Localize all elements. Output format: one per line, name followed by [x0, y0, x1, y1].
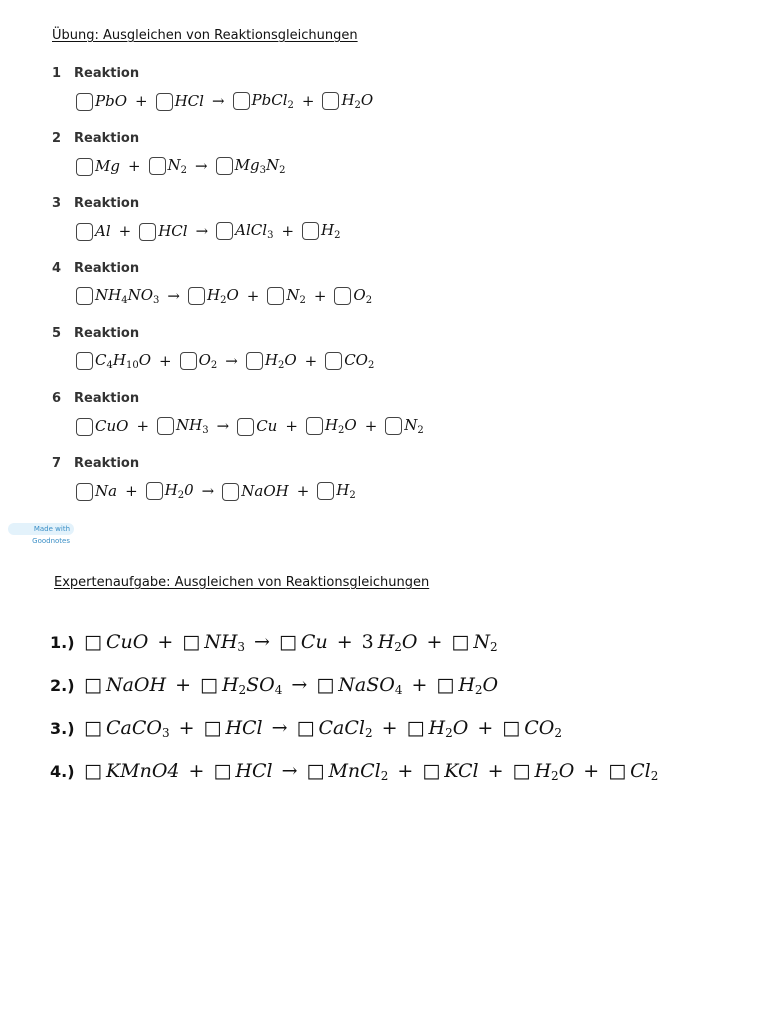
operator: →: [216, 417, 230, 435]
coefficient-box[interactable]: □: [406, 717, 425, 739]
coefficient-box[interactable]: [317, 482, 334, 500]
formula-text: N: [404, 416, 418, 434]
formula-subscript: 10: [125, 360, 139, 371]
formula-text: PbO: [95, 91, 127, 110]
formula-text: CuO: [105, 631, 149, 653]
formula-text: KMnO4: [105, 760, 180, 782]
coefficient-box[interactable]: [246, 352, 263, 370]
formula-text: NaSO: [338, 674, 395, 696]
formula-subscript: 2: [180, 165, 188, 176]
formula-text: NO: [127, 286, 154, 304]
formula-subscript: 2: [394, 640, 402, 654]
operator: +: [381, 717, 398, 739]
equation-term: [436, 674, 498, 696]
formula-subscript: 2: [490, 640, 498, 654]
equation-term: [156, 92, 204, 111]
expert-number: 4.): [50, 762, 75, 781]
coefficient-box[interactable]: [180, 352, 197, 370]
equation-term: [306, 416, 357, 436]
operator: +: [135, 92, 148, 110]
operator: +: [296, 482, 310, 500]
expert-equation: [50, 631, 498, 654]
equation-term: [216, 221, 273, 241]
equation-term: [216, 156, 286, 176]
coefficient-box[interactable]: [302, 222, 319, 240]
coefficient: 3: [361, 631, 374, 653]
formula-text: N: [265, 156, 280, 174]
operator: +: [175, 674, 191, 696]
coefficient-box[interactable]: □: [451, 631, 470, 653]
equation-term: [76, 351, 151, 371]
formula-subscript: 3: [259, 165, 266, 176]
operator: +: [281, 222, 295, 240]
reaction-heading: [52, 196, 139, 211]
formula-text: NH: [204, 631, 238, 653]
equation-term: [334, 286, 372, 306]
formula-text: HCl: [174, 91, 204, 110]
operator: +: [313, 287, 327, 305]
formula-text: H: [324, 416, 338, 434]
reaction-number: 1: [52, 66, 62, 81]
formula-text: H: [336, 481, 350, 499]
equation-term: [307, 760, 389, 782]
equation-term: [76, 157, 120, 176]
formula-subscript: 3: [237, 640, 246, 654]
formula-subscript: 4: [106, 360, 113, 371]
coefficient-box[interactable]: [149, 157, 166, 175]
coefficient-box[interactable]: [76, 158, 93, 176]
expert-equation: [50, 760, 658, 783]
formula-text: H: [112, 351, 126, 369]
formula-text: CaCl: [318, 717, 365, 739]
formula-subscript: 2: [220, 295, 227, 306]
operator: +: [246, 287, 260, 305]
equation-term: [297, 717, 373, 739]
formula-text: NH: [176, 416, 203, 434]
reaction-equation: [76, 91, 373, 111]
coefficient-box[interactable]: [76, 418, 93, 436]
formula-subscript: 2: [474, 683, 483, 697]
equation-term: [76, 482, 117, 501]
operator: →: [201, 482, 215, 500]
coefficient-box[interactable]: □: [84, 674, 102, 696]
coefficient-box[interactable]: [157, 417, 174, 435]
expert-formula: [84, 631, 498, 654]
coefficient-box[interactable]: [322, 92, 339, 110]
equation-term: [213, 760, 272, 782]
equation-term: [317, 481, 355, 501]
equation-term: [513, 760, 575, 782]
expert-number: 2.): [50, 676, 75, 695]
formula-text: HCl: [235, 760, 273, 782]
operator: →: [281, 760, 298, 782]
reaction-equation: [76, 416, 424, 436]
equation-term: [325, 351, 374, 371]
coefficient-box[interactable]: □: [306, 760, 325, 782]
expert-equation: [50, 674, 498, 697]
operator: →: [211, 92, 225, 110]
formula-text: C: [95, 351, 107, 369]
expert-formula: [84, 760, 658, 783]
coefficient-box[interactable]: [139, 223, 156, 241]
equation-term: [502, 717, 562, 739]
formula-subscript: 2: [554, 726, 562, 740]
formula-text: H: [458, 674, 475, 696]
coefficient-box[interactable]: □: [436, 674, 455, 696]
operator: +: [285, 417, 298, 435]
coefficient-box[interactable]: [233, 92, 250, 110]
operator: →: [254, 631, 270, 653]
formula-text: Cu: [300, 631, 328, 653]
coefficient-box[interactable]: □: [182, 631, 201, 653]
formula-text: CO: [344, 351, 368, 369]
coefficient-box[interactable]: [267, 287, 284, 305]
equation-term: [407, 717, 469, 739]
equation-term: [322, 91, 373, 111]
operator: +: [477, 717, 494, 739]
formula-text: O: [482, 674, 499, 696]
operator: →: [271, 717, 288, 739]
reaction-heading: [52, 391, 139, 406]
formula-subscript: 3: [202, 425, 209, 436]
expert-formula: [84, 717, 562, 740]
formula-text: KCl: [444, 760, 479, 782]
operator: +: [301, 92, 315, 110]
coefficient-box[interactable]: [188, 287, 205, 305]
formula-text: O: [138, 351, 151, 369]
coefficient-box[interactable]: □: [278, 631, 297, 653]
expert-formula: [84, 674, 498, 697]
coefficient-box[interactable]: [306, 417, 323, 435]
equation-term: [385, 416, 424, 436]
formula-text: O: [344, 416, 357, 434]
formula-subscript: 2: [367, 360, 375, 371]
operator: +: [125, 482, 138, 500]
formula-text: H: [164, 481, 178, 499]
formula-text: O: [558, 760, 575, 782]
reaction-label: Reaktion: [74, 456, 140, 471]
reaction-label: Reaktion: [74, 66, 140, 81]
reaction-equation: [76, 481, 356, 501]
reaction-heading: [52, 456, 139, 471]
formula-text: Al: [95, 221, 111, 240]
formula-text: NaOH: [241, 481, 289, 500]
formula-text: H: [428, 717, 446, 739]
coefficient-box[interactable]: [76, 93, 93, 111]
coefficient-box[interactable]: [76, 223, 93, 241]
coefficient-box[interactable]: [156, 93, 173, 111]
equation-term: [362, 631, 418, 653]
coefficient-box[interactable]: □: [296, 717, 315, 739]
coefficient-box[interactable]: [334, 287, 351, 305]
formula-subscript: 2: [210, 360, 218, 371]
formula-subscript: 2: [338, 425, 345, 436]
coefficient-box[interactable]: [146, 482, 163, 500]
equation-term: [246, 351, 297, 371]
operator: +: [178, 717, 195, 739]
equation-term: [139, 222, 187, 241]
formula-text: O: [360, 91, 374, 109]
formula-text: Na: [95, 481, 118, 500]
coefficient-box[interactable]: [385, 417, 402, 435]
operator: →: [225, 352, 238, 370]
equation-term: [204, 717, 263, 739]
equation-term: [182, 631, 245, 653]
operator: +: [487, 760, 504, 782]
formula-subscript: 4: [121, 295, 128, 306]
coefficient-box[interactable]: [76, 352, 93, 370]
expert-number: 3.): [50, 719, 75, 738]
formula-text: O: [452, 717, 469, 739]
operator: +: [364, 417, 378, 435]
reaction-label: Reaktion: [74, 391, 140, 406]
formula-text: Cu: [256, 416, 278, 435]
formula-subscript: 2: [287, 100, 294, 111]
operator: →: [195, 222, 209, 240]
equation-term: [422, 760, 478, 782]
formula-subscript: 2: [445, 726, 453, 740]
formula-text: CO: [524, 717, 555, 739]
coefficient-box[interactable]: □: [422, 760, 441, 782]
reaction-number: 6: [52, 391, 62, 406]
coefficient-box[interactable]: □: [502, 717, 521, 739]
operator: +: [411, 674, 428, 696]
coefficient-box[interactable]: □: [512, 760, 531, 782]
formula-text: N: [473, 631, 490, 653]
equation-term: [233, 91, 294, 111]
operator: +: [583, 760, 600, 782]
equation-term: [84, 674, 166, 696]
formula-text: H: [321, 221, 335, 239]
operator: +: [159, 352, 172, 370]
equation-term: [608, 760, 658, 782]
coefficient-box[interactable]: [76, 287, 93, 305]
equation-term: [316, 674, 402, 696]
formula-subscript: 2: [277, 360, 285, 371]
coefficient-box[interactable]: [237, 418, 254, 436]
equation-term: [146, 481, 194, 501]
formula-text: O: [226, 286, 239, 304]
formula-text: H: [377, 631, 395, 653]
formula-text: Cl: [630, 760, 651, 782]
formula-text: AlCl: [235, 221, 268, 239]
formula-text: 0: [184, 481, 194, 499]
exercise-title: Übung: Ausgleichen von Reaktionsgleichungen: [52, 28, 358, 43]
equation-term: [76, 222, 111, 241]
reaction-number: 3: [52, 196, 62, 211]
reaction-heading: [52, 261, 139, 276]
formula-text: H: [221, 674, 239, 696]
coefficient-box[interactable]: □: [84, 717, 102, 739]
equation-term: [302, 221, 340, 241]
equation-term: [84, 631, 148, 653]
reaction-number: 7: [52, 456, 62, 471]
equation-term: [279, 631, 328, 653]
formula-text: SO: [246, 674, 275, 696]
formula-text: Mg: [234, 156, 260, 174]
formula-text: HCl: [225, 717, 263, 739]
reaction-number: 2: [52, 131, 62, 146]
formula-subscript: 2: [349, 490, 356, 501]
equation-term: [149, 156, 188, 176]
formula-text: HCl: [158, 221, 188, 240]
coefficient-box[interactable]: [216, 157, 233, 175]
formula-text: H: [341, 91, 355, 109]
formula-subscript: 2: [354, 100, 361, 111]
formula-text: Mg: [95, 156, 120, 175]
reaction-equation: [76, 221, 340, 241]
coefficient-box[interactable]: [76, 483, 93, 501]
equation-term: [451, 631, 497, 653]
coefficient-box[interactable]: □: [199, 674, 218, 696]
equation-term: [188, 286, 239, 306]
formula-subscript: 4: [274, 683, 283, 697]
formula-text: O: [353, 286, 366, 304]
reaction-heading: [52, 131, 139, 146]
coefficient-box[interactable]: [216, 222, 233, 240]
formula-text: O: [284, 351, 297, 369]
equation-term: [76, 417, 128, 436]
formula-subscript: 2: [650, 769, 659, 783]
formula-subscript: 3: [161, 726, 170, 740]
formula-text: O: [401, 631, 418, 653]
expert-number: 1.): [50, 633, 75, 652]
reaction-equation: [76, 351, 374, 371]
formula-text: O: [198, 351, 211, 369]
formula-subscript: 2: [380, 769, 389, 783]
formula-text: N: [286, 286, 300, 304]
equation-term: [180, 351, 218, 371]
operator: +: [188, 760, 205, 782]
equation-term: [237, 417, 277, 436]
formula-subscript: 2: [299, 295, 306, 306]
equation-term: [76, 286, 159, 306]
formula-subscript: 2: [177, 490, 185, 501]
formula-text: H: [264, 351, 278, 369]
operator: +: [157, 631, 174, 653]
operator: →: [167, 287, 180, 305]
formula-subscript: 4: [394, 683, 403, 697]
reaction-equation: [76, 286, 372, 306]
formula-subscript: 3: [267, 230, 274, 241]
formula-text: CaCO: [105, 717, 162, 739]
formula-subscript: 2: [551, 769, 559, 783]
operator: +: [136, 417, 150, 435]
coefficient-box[interactable]: □: [84, 631, 102, 653]
formula-subscript: 2: [365, 726, 373, 740]
coefficient-box[interactable]: [222, 483, 239, 501]
reaction-label: Reaktion: [74, 196, 140, 211]
equation-term: [222, 482, 288, 501]
equation-term: [76, 92, 127, 111]
formula-subscript: 2: [417, 425, 424, 436]
coefficient-box[interactable]: □: [213, 760, 232, 782]
formula-text: H: [534, 760, 552, 782]
formula-subscript: 2: [279, 165, 286, 176]
equation-term: [157, 416, 209, 436]
formula-subscript: 2: [238, 683, 247, 697]
reaction-label: Reaktion: [74, 131, 140, 146]
formula-subscript: 3: [153, 295, 160, 306]
reaction-heading: [52, 66, 139, 81]
coefficient-box[interactable]: [325, 352, 342, 370]
formula-text: NaOH: [105, 674, 167, 696]
operator: →: [195, 157, 208, 175]
operator: +: [127, 157, 141, 175]
coefficient-box[interactable]: □: [84, 760, 102, 782]
operator: +: [304, 352, 318, 370]
operator: →: [291, 674, 308, 696]
formula-text: H: [206, 286, 221, 304]
operator: +: [336, 631, 353, 653]
reaction-label: Reaktion: [74, 261, 140, 276]
formula-subscript: 2: [334, 230, 341, 241]
reaction-number: 4: [52, 261, 62, 276]
reaction-label: Reaktion: [74, 326, 140, 341]
operator: +: [397, 760, 414, 782]
formula-text: N: [167, 156, 181, 174]
coefficient-box[interactable]: □: [608, 760, 627, 782]
operator: +: [118, 222, 132, 240]
reaction-heading: [52, 326, 139, 341]
goodnotes-badge: Made with Goodnotes: [8, 523, 74, 535]
equation-term: [200, 674, 282, 696]
formula-text: MnCl: [328, 760, 381, 782]
equation-term: [84, 717, 170, 739]
formula-text: NH: [95, 286, 122, 304]
formula-text: PbCl: [251, 91, 288, 109]
coefficient-box[interactable]: □: [316, 674, 335, 696]
operator: +: [426, 631, 443, 653]
coefficient-box[interactable]: □: [203, 717, 222, 739]
equation-term: [84, 760, 180, 782]
equation-term: [267, 286, 306, 306]
reaction-number: 5: [52, 326, 62, 341]
reaction-equation: [76, 156, 285, 176]
formula-subscript: 2: [365, 295, 373, 306]
expert-equation: [50, 717, 562, 740]
formula-text: CuO: [95, 416, 129, 435]
expert-title: Expertenaufgabe: Ausgleichen von Reaktionsgleichungen: [54, 575, 430, 590]
